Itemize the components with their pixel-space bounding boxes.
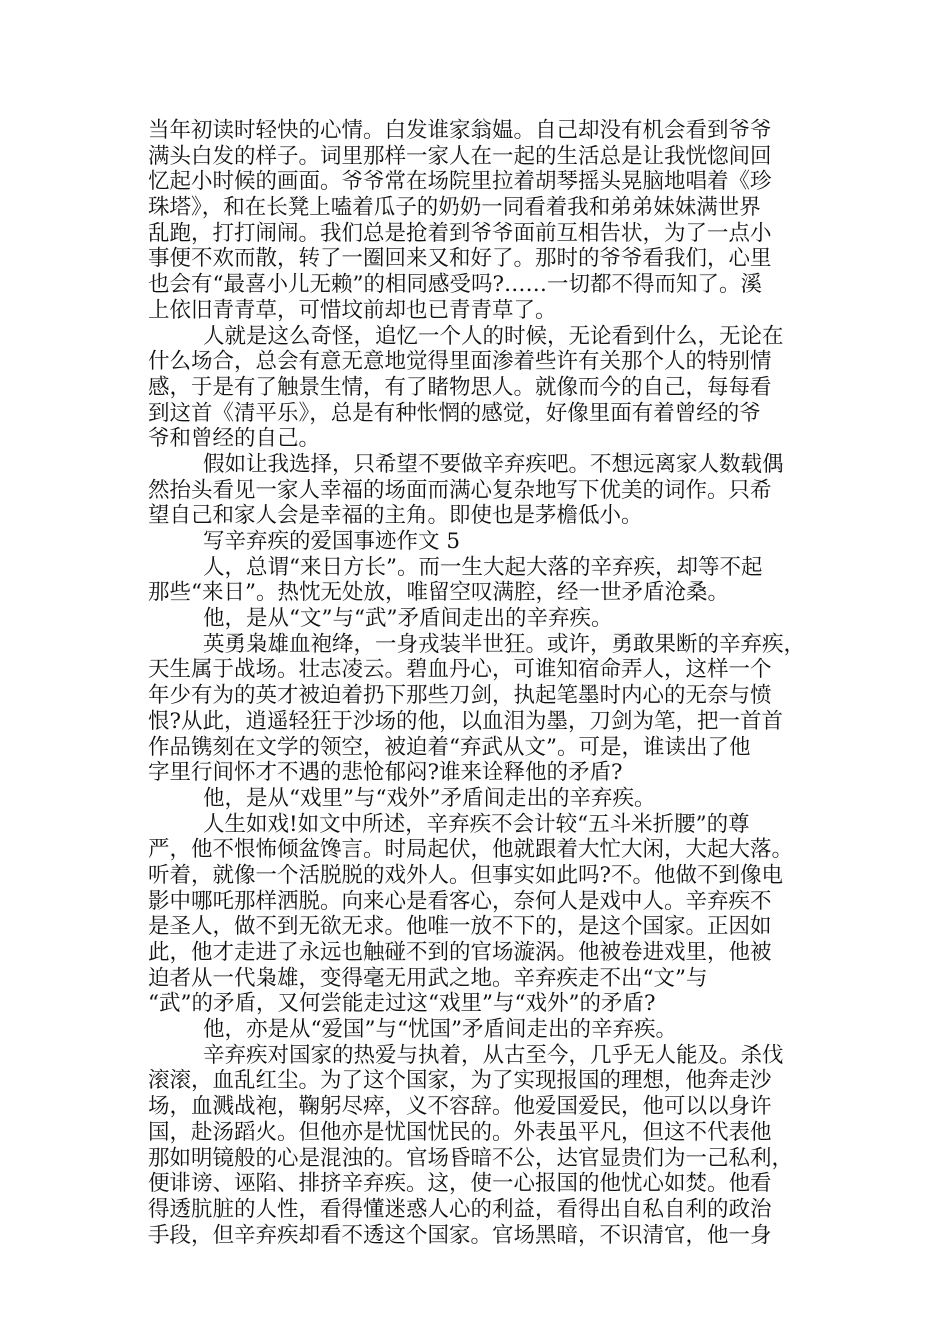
paragraph-first-line: 人生如戏!如文中所述，辛弃疾不会计较“五斗米折腰”的尊	[203, 811, 750, 837]
text-line: 忆起小时候的画面。爷爷常在场院里拉着胡琴摇头晃脑地唱着《珍	[148, 169, 772, 195]
paragraph-first-line: 他，亦是从“爱国”与“忧国”矛盾间走出的辛弃疾。	[203, 1017, 677, 1043]
text-line: 那些“来日”。热忱无处放，唯留空叹满腔，经一世矛盾沧桑。	[148, 580, 729, 606]
text-line: “武”的矛盾，又何尝能走过这“戏里”与“戏外”的矛盾?	[148, 991, 656, 1017]
text-line: 影中哪吒那样洒脱。向来心是看客心，奈何人是戏中人。辛弃疾不	[148, 888, 772, 914]
essay-body-text	[148, 118, 818, 1248]
text-line: 什么场合，总会有意无意地觉得里面渗着些许有关那个人的特别情	[148, 349, 772, 375]
paragraph-first-line: 人就是这么奇怪，追忆一个人的时候，无论看到什么，无论在	[203, 323, 784, 349]
text-line: 感，于是有了触景生情，有了睹物思人。就像而今的自己，每每看	[148, 374, 772, 400]
text-line: 年少有为的英才被迫着扔下那些刀剑，执起笔墨时内心的无奈与愤	[148, 683, 772, 709]
text-line: 满头白发的样子。词里那样一家人在一起的生活总是让我恍惚间回	[148, 143, 772, 169]
text-line: 是圣人，做不到无欲无求。他唯一放不下的，是这个国家。正因如	[148, 914, 772, 940]
paragraph-first-line: 写辛弃疾的爱国事迹作文 5	[203, 529, 461, 554]
text-line: 到这首《清平乐》，总是有种怅惘的感觉，好像里面有着曾经的爷	[148, 400, 761, 426]
text-line: 得透肮脏的人性，看得懂迷惑人心的利益，看得出自私自利的政治	[148, 1196, 772, 1222]
paragraph-first-line: 辛弃疾对国家的热爱与执着，从古至今，几乎无人能及。杀伐	[203, 1042, 784, 1068]
text-line: 珠塔》，和在长凳上嗑着瓜子的奶奶一同看着我和弟弟妹妹满世界	[148, 195, 761, 221]
text-line: 滚滚，血乱红尘。为了这个国家，为了实现报国的理想，他奔走沙	[148, 1068, 772, 1094]
text-line: 场，血溅战袍，鞠躬尽瘁，义不容辞。他爱国爱民，他可以以身许	[148, 1094, 772, 1120]
text-line: 上依旧青青草，可惜坟前却也已青青草了。	[148, 297, 557, 323]
paragraph-first-line: 他，是从“文”与“武”矛盾间走出的辛弃疾。	[203, 606, 613, 632]
text-line: 当年初读时轻快的心情。白发谁家翁媪。自己却没有机会看到爷爷	[148, 118, 772, 143]
text-line: 天生属于战场。壮志凌云。碧血丹心，可谁知宿命弄人，这样一个	[148, 657, 772, 683]
paragraph-first-line: 假如让我选择，只希望不要做辛弃疾吧。不想远离家人数载偶	[203, 451, 784, 477]
text-line: 爷和曾经的自己。	[148, 426, 321, 452]
paragraph-first-line: 他，是从“戏里”与“戏外”矛盾间走出的辛弃疾。	[203, 785, 656, 811]
paragraph-first-line: 人，总谓“来日方长”。而一生大起大落的辛弃疾，却等不起	[203, 554, 763, 580]
paragraph-first-line: 英勇枭雄血袍绛，一身戎装半世狂。或许，勇敢果断的辛弃疾，	[203, 631, 806, 657]
text-line: 那如明镜般的心是混浊的。官场昏暗不公，达官显贵们为一己私利，	[148, 1145, 794, 1171]
text-line: 便诽谤、诬陷、排挤辛弃疾。这，使一心报国的他忧心如焚。他看	[148, 1171, 772, 1197]
text-line: 望自己和家人会是幸福的主角。即使也是茅檐低小。	[148, 503, 643, 529]
text-line: 乱跑，打打闹闹。我们总是抢着到爷爷面前互相告状，为了一点小	[148, 220, 772, 246]
text-line: 国，赴汤蹈火。但他亦是忧国忧民的。外表虽平凡，但这不代表他	[148, 1119, 772, 1145]
text-line: 然抬头看见一家人幸福的场面而满心复杂地写下优美的词作。只希	[148, 477, 772, 503]
text-line: 作品镌刻在文学的领空，被迫着“弃武从文”。可是，谁读出了他	[148, 734, 751, 760]
text-line: 严，他不恨怖倾盆馋言。时局起伏，他就跟着大忙大闲，大起大落。	[148, 837, 794, 863]
text-line: 恨?从此，逍遥轻狂于沙场的他，以血泪为墨，刀剑为笔，把一首首	[148, 708, 784, 734]
text-line: 此，他才走进了永远也触碰不到的官场漩涡。他被卷进戏里，他被	[148, 940, 772, 965]
text-line: 听着，就像一个活脱脱的戏外人。但事实如此吗?不。他做不到像电	[148, 862, 784, 888]
text-line: 字里行间怀才不遇的悲怆郁闷?谁来诠释他的矛盾?	[148, 760, 623, 786]
text-line: 也会有“最喜小儿无赖”的相同感受吗?……一切都不得而知了。溪	[148, 272, 763, 298]
text-line: 迫者从一代枭雄，变得毫无用武之地。辛弃疾走不出“文”与	[148, 965, 708, 991]
text-line: 事便不欢而散，转了一圈回来又和好了。那时的爷爷看我们，心里	[148, 246, 772, 272]
text-line: 手段，但辛弃疾却看不透这个国家。官场黑暗，不识清官，他一身	[148, 1222, 772, 1248]
